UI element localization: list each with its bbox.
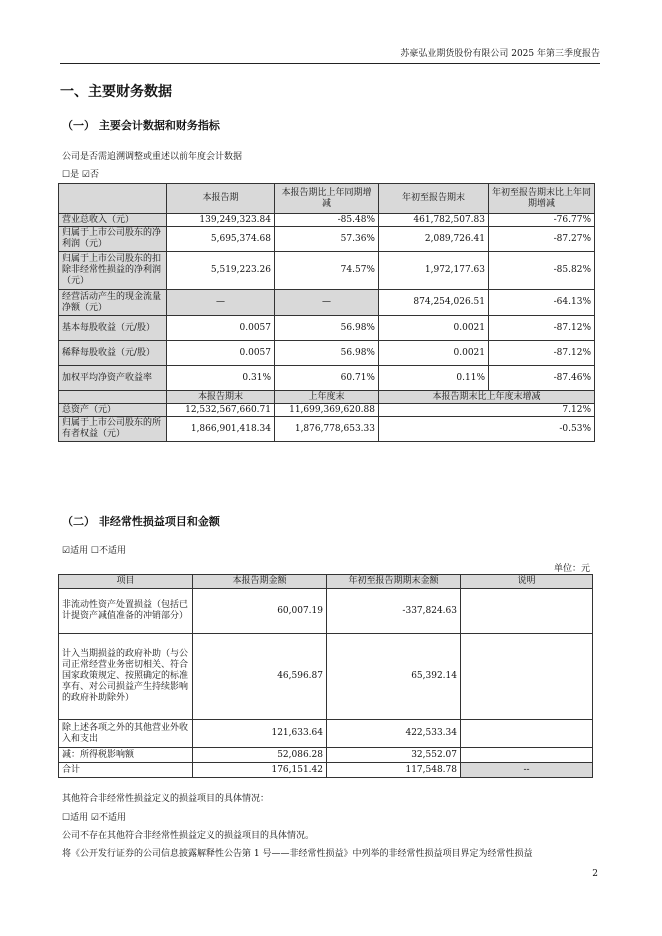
table-header-row xyxy=(59,184,595,214)
cell: -64.13% xyxy=(489,290,595,316)
row-label: 合计 xyxy=(59,763,193,778)
cell: -87.27% xyxy=(489,227,595,252)
cell: 0.0021 xyxy=(379,341,489,366)
cell: -76.77% xyxy=(489,214,595,227)
table-row xyxy=(59,252,595,290)
restate-options: ☐是 ☑否 xyxy=(62,170,99,180)
row-label: 归属于上市公司股东的净利润（元） xyxy=(59,227,167,252)
applicable-options: ☑适用 ☐不适用 xyxy=(62,546,126,556)
header-divider xyxy=(60,63,600,64)
header-cell: 本报告期末 xyxy=(167,391,275,404)
cell: 1,972,177.63 xyxy=(379,252,489,290)
cell: 461,782,507.83 xyxy=(379,214,489,227)
other-statement: 公司不存在其他符合非经常性损益定义的损益项目的具体情况。 xyxy=(62,831,315,841)
cell: 0.31% xyxy=(167,366,275,391)
table-row xyxy=(59,404,595,417)
cell: -87.46% xyxy=(489,366,595,391)
cell: 60.71% xyxy=(275,366,379,391)
other-items-title: 其他符合非经常性损益定义的损益项目的具体情况： xyxy=(62,794,270,804)
table-row xyxy=(59,589,593,634)
cell: -87.12% xyxy=(489,341,595,366)
row-label: 归属于上市公司股东的扣除非经常性损益的净利润（元） xyxy=(59,252,167,290)
row-label: 除上述各项之外的其他营业外收入和支出 xyxy=(59,720,193,748)
cell: 2,089,726.41 xyxy=(379,227,489,252)
cell: 117,548.78 xyxy=(327,763,461,778)
cell: 57.36% xyxy=(275,227,379,252)
row-label: 归属于上市公司股东的所有者权益（元） xyxy=(59,417,167,442)
table-row xyxy=(59,341,595,366)
cell: -337,824.63 xyxy=(327,589,461,634)
cell: 5,695,374.68 xyxy=(167,227,275,252)
cell: -- xyxy=(461,763,593,778)
non-recurring-items-table xyxy=(58,574,593,778)
cell xyxy=(461,634,593,720)
cell: 874,254,026.51 xyxy=(379,290,489,316)
cell: 12,532,567,660.71 xyxy=(167,404,275,417)
cell: 0.11% xyxy=(379,366,489,391)
cell: 1,876,778,653.33 xyxy=(275,417,379,442)
cell: 422,533.34 xyxy=(327,720,461,748)
header-cell: 本报告期末比上年度末增减 xyxy=(379,391,595,404)
header-cell: 上年度末 xyxy=(275,391,379,404)
row-label: 稀释每股收益（元/股） xyxy=(59,341,167,366)
row-label: 加权平均净资产收益率 xyxy=(59,366,167,391)
row-label: 营业总收入（元） xyxy=(59,214,167,227)
page-number: 2 xyxy=(592,869,598,879)
footnote: 将《公开发行证券的公司信息披露解释性公告第 1 号——非经常性损益》中列举的非经常性损益项目界定为经常性损益 xyxy=(62,849,533,859)
cell: 65,392.14 xyxy=(327,634,461,720)
cell: -85.82% xyxy=(489,252,595,290)
row-label: 经营活动产生的现金流量净额（元） xyxy=(59,290,167,316)
header-cell xyxy=(59,391,167,404)
cell: 5,519,223.26 xyxy=(167,252,275,290)
cell: -85.48% xyxy=(275,214,379,227)
cell: 121,633.64 xyxy=(193,720,327,748)
cell: 1,866,901,418.34 xyxy=(167,417,275,442)
cell xyxy=(461,720,593,748)
table-row xyxy=(59,763,593,778)
header-cell: 本报告期比上年同期增减 xyxy=(275,184,379,214)
cell: 32,552.07 xyxy=(327,748,461,763)
cell: -0.53% xyxy=(379,417,595,442)
other-applicable-options: ☐适用 ☑不适用 xyxy=(62,813,126,823)
restate-question: 公司是否需追溯调整或重述以前年度会计数据 xyxy=(62,152,243,162)
row-label: 非流动性资产处置损益（包括已计提资产减值准备的冲销部分） xyxy=(59,589,193,634)
table-row xyxy=(59,417,595,442)
subsection-title-2: （二） 非经常性损益项目和金额 xyxy=(62,515,220,528)
header-cell xyxy=(59,184,167,214)
unit-label: 单位：元 xyxy=(553,564,590,574)
cell: 56.98% xyxy=(275,341,379,366)
cell: 0.0021 xyxy=(379,316,489,341)
table-row xyxy=(59,634,593,720)
header-cell: 年初至报告期末比上年同期增减 xyxy=(489,184,595,214)
table-row xyxy=(59,214,595,227)
header-cell: 说明 xyxy=(461,575,593,589)
cell: -87.12% xyxy=(489,316,595,341)
cell xyxy=(461,748,593,763)
header-cell: 年初至报告期末 xyxy=(379,184,489,214)
cell: — xyxy=(275,290,379,316)
subsection-title-1: （一） 主要会计数据和财务指标 xyxy=(62,119,220,132)
row-label: 基本每股收益（元/股） xyxy=(59,316,167,341)
running-header: 苏豪弘业期货股份有限公司 2025 年第三季度报告 xyxy=(400,49,600,59)
header-cell: 本报告期 xyxy=(167,184,275,214)
cell: 11,699,369,620.88 xyxy=(275,404,379,417)
cell: 176,151.42 xyxy=(193,763,327,778)
table-row xyxy=(59,748,593,763)
table-row xyxy=(59,366,595,391)
cell: — xyxy=(167,290,275,316)
header-cell: 本报告期金额 xyxy=(193,575,327,589)
financial-data-table xyxy=(58,183,595,442)
cell: 46,596.87 xyxy=(193,634,327,720)
row-label: 减：所得税影响额 xyxy=(59,748,193,763)
cell xyxy=(461,589,593,634)
cell: 56.98% xyxy=(275,316,379,341)
table-row xyxy=(59,316,595,341)
section-title: 一、主要财务数据 xyxy=(60,84,172,100)
cell: 7.12% xyxy=(379,404,595,417)
cell: 0.0057 xyxy=(167,341,275,366)
table-header-row xyxy=(59,575,593,589)
cell: 0.0057 xyxy=(167,316,275,341)
table-subheader-row xyxy=(59,391,595,404)
table-row xyxy=(59,227,595,252)
cell: 60,007.19 xyxy=(193,589,327,634)
table-row xyxy=(59,290,595,316)
header-cell: 项目 xyxy=(59,575,193,589)
cell: 74.57% xyxy=(275,252,379,290)
row-label: 计入当期损益的政府补助（与公司正常经营业务密切相关、符合国家政策规定、按照确定的标准享有、对公司损益产生持续影响的政府补助除外） xyxy=(59,634,193,720)
table-row xyxy=(59,720,593,748)
cell: 52,086.28 xyxy=(193,748,327,763)
row-label: 总资产（元） xyxy=(59,404,167,417)
header-cell: 年初至报告期期末金额 xyxy=(327,575,461,589)
cell: 139,249,323.84 xyxy=(167,214,275,227)
